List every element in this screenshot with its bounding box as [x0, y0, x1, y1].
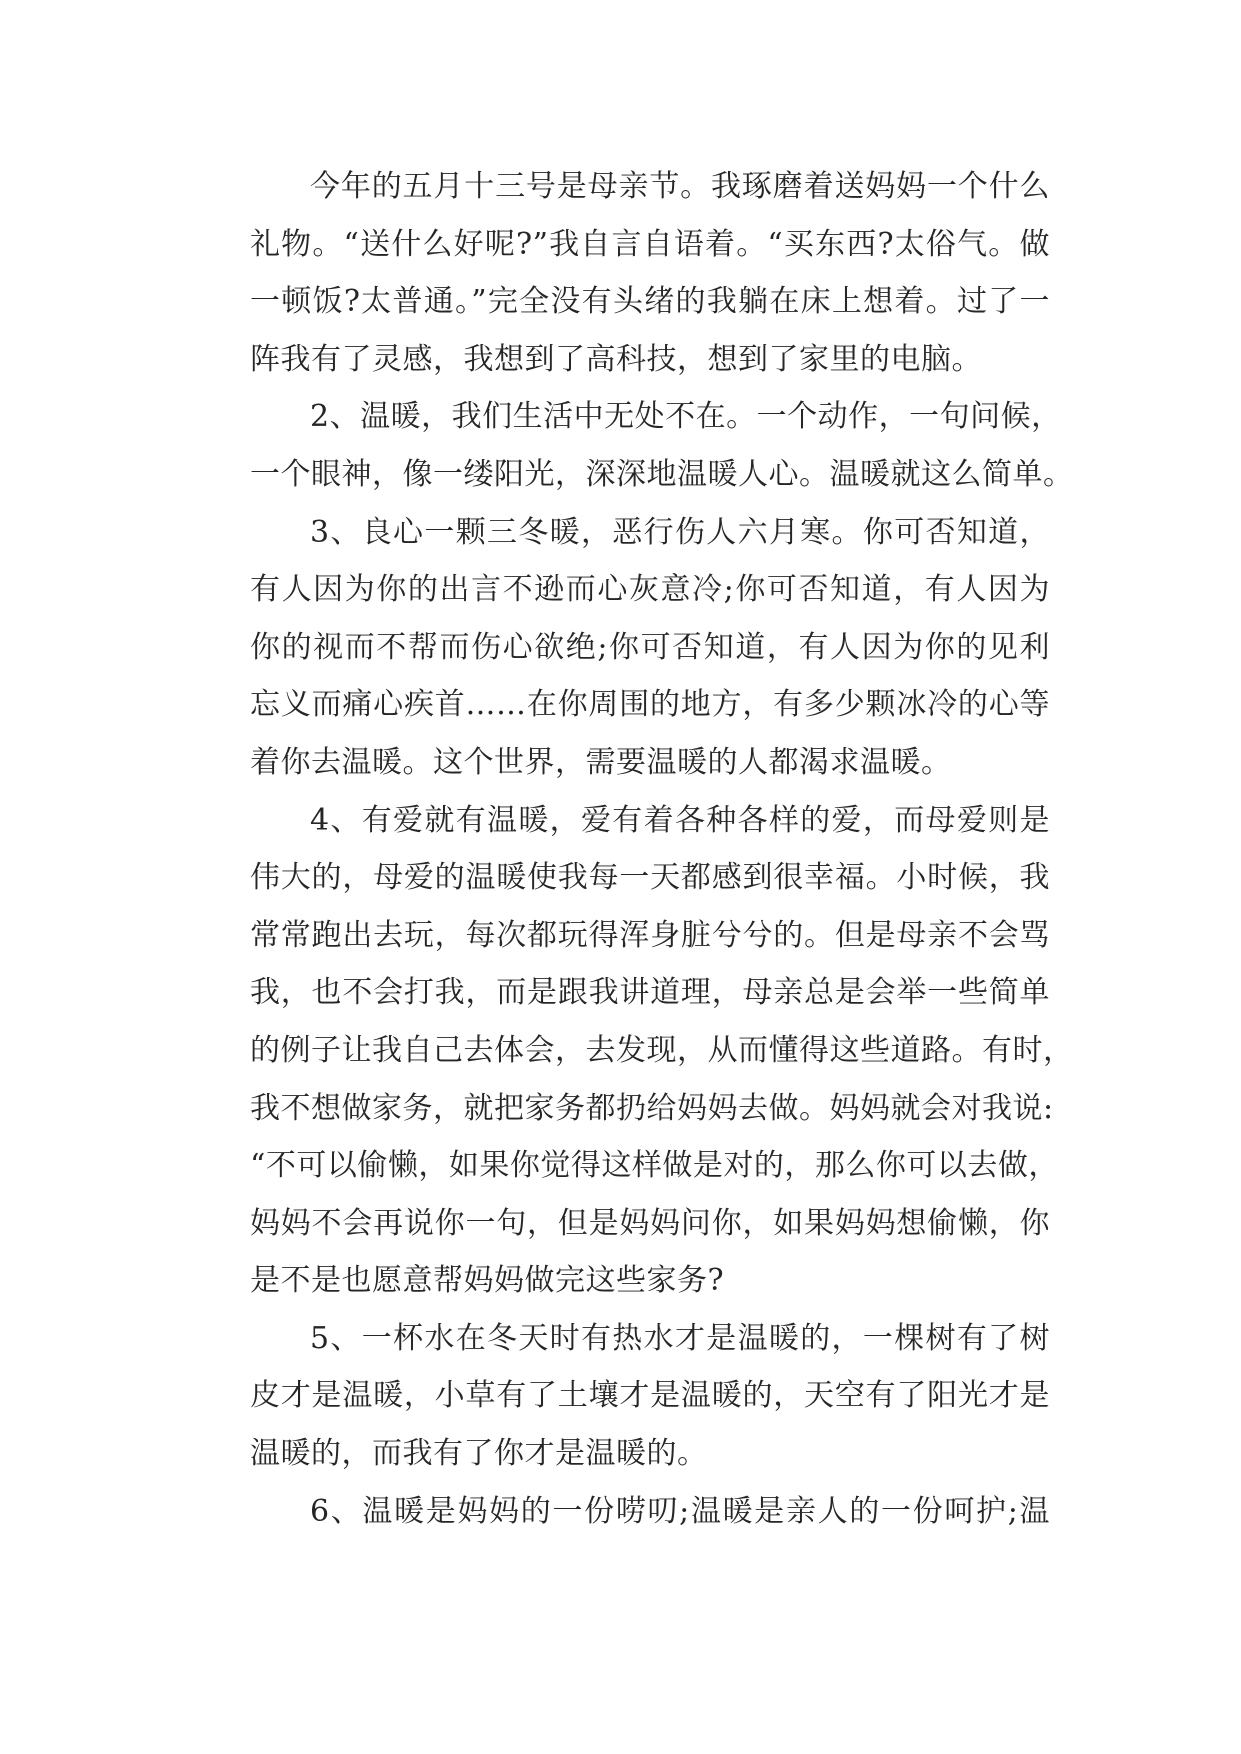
paragraph-2: [190, 388, 1074, 503]
text-line: 伟大的，母爱的温暖使我每一天都感到很幸福。小时候，我: [250, 860, 1050, 896]
text-line: 是不是也愿意帮妈妈做完这些家务?: [250, 1263, 725, 1299]
text-line: 一个眼神，像一缕阳光，深深地温暖人心。温暖就这么简单。: [250, 456, 1074, 492]
text-line: 6、温暖是妈妈的一份唠叨;温暖是亲人的一份呵护;温: [310, 1493, 1050, 1529]
text-line: 皮才是温暖，小草有了土壤才是温暖的，天空有了阳光才是: [250, 1378, 1050, 1414]
text-line: 阵我有了灵感，我想到了高科技，想到了家里的电脑。: [250, 341, 982, 377]
text-line: 4、有爱就有温暖，爱有着各种各样的爱，而母爱则是: [310, 802, 1050, 838]
text-line: 常常跑出去玩，每次都玩得浑身脏兮兮的。但是母亲不会骂: [250, 917, 1050, 953]
text-line: 温暖的，而我有了你才是温暖的。: [250, 1436, 708, 1472]
text-line: 5、一杯水在冬天时有热水才是温暖的，一棵树有了树: [310, 1320, 1050, 1356]
paragraph-5: [190, 1310, 1050, 1483]
text-line: 一顿饭?太普通。”完全没有头绪的我躺在床上想着。过了一: [250, 284, 1050, 320]
text-line: 忘义而痛心疾首……在你周围的地方，有多少颗冰冷的心等: [250, 687, 1050, 723]
text-line: 着你去温暖。这个世界，需要温暖的人都渴求温暖。: [250, 744, 952, 780]
text-line: 2、温暖，我们生活中无处不在。一个动作，一句问候，: [310, 399, 1062, 435]
text-line: 你的视而不帮而伤心欲绝;你可否知道，有人因为你的见利: [250, 629, 1050, 665]
text-line: 礼物。“送什么好呢?”我自言自语着。“买东西?太俗气。做: [250, 226, 1050, 262]
text-line: 3、良心一颗三冬暖，恶行伤人六月寒。你可否知道，: [310, 514, 1050, 550]
paragraph-4: [190, 792, 1074, 1310]
paragraph-6: [190, 1483, 1050, 1541]
text-line: 我，也不会打我，而是跟我讲道理，母亲总是会举一些简单: [250, 975, 1050, 1011]
paragraph-1: [190, 158, 1050, 388]
text-line: 今年的五月十三号是母亲节。我琢磨着送妈妈一个什么: [310, 169, 1050, 204]
text-line: 我不想做家务，就把家务都扔给妈妈去做。妈妈就会对我说:: [250, 1090, 1054, 1126]
document-body: [190, 158, 1074, 1540]
text-line: “不可以偷懒，如果你觉得这样做是对的，那么你可以去做，: [250, 1148, 1059, 1184]
text-line: 妈妈不会再说你一句，但是妈妈问你，如果妈妈想偷懒，你: [250, 1205, 1050, 1241]
text-line: 有人因为你的出言不逊而心灰意冷;你可否知道，有人因为: [250, 572, 1050, 608]
text-line: 的例子让我自己去体会，去发现，从而懂得这些道路。有时，: [250, 1032, 1074, 1068]
paragraph-3: [190, 504, 1050, 792]
